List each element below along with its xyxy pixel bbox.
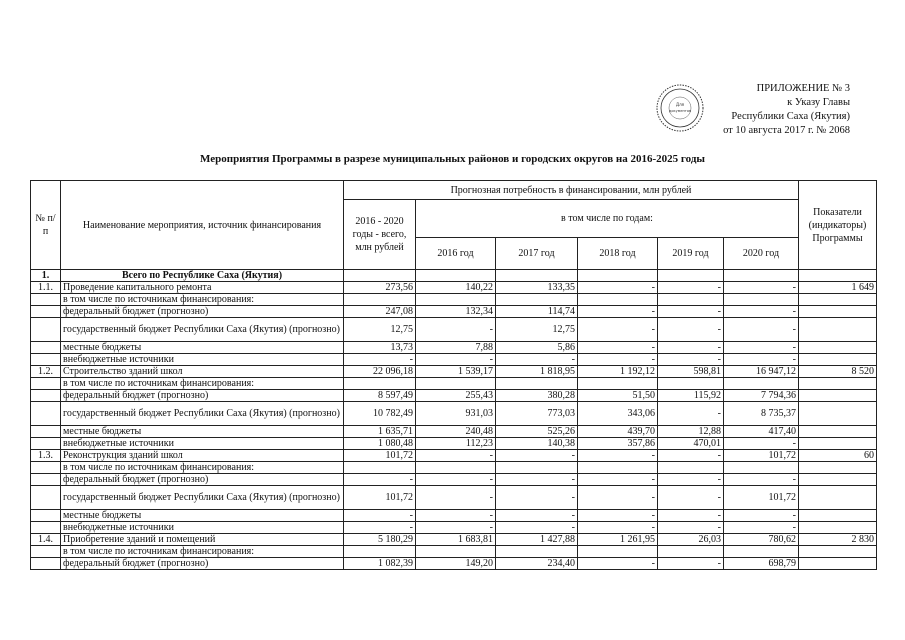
table-row <box>31 354 877 366</box>
indicator-value <box>799 294 877 306</box>
value-year: - <box>724 510 799 522</box>
row-name: Реконструкция зданий школ <box>61 450 344 462</box>
value-total: 101,72 <box>344 486 416 510</box>
value-year: 115,92 <box>658 390 724 402</box>
value-year: 417,40 <box>724 426 799 438</box>
row-name: в том числе по источникам финансирования: <box>61 378 344 390</box>
value-total: - <box>344 474 416 486</box>
row-name: государственный бюджет Республики Саха (Якутия) (прогнозно) <box>61 402 344 426</box>
value-total <box>344 294 416 306</box>
value-year: - <box>578 342 658 354</box>
row-number <box>31 318 61 342</box>
row-number <box>31 462 61 474</box>
value-year <box>416 294 496 306</box>
value-year: - <box>724 474 799 486</box>
indicator-value <box>799 522 877 534</box>
value-total: 1 082,39 <box>344 558 416 570</box>
row-number <box>31 546 61 558</box>
row-name: местные бюджеты <box>61 510 344 522</box>
indicator-value: 60 <box>799 450 877 462</box>
row-name: Приобретение зданий и помещений <box>61 534 344 546</box>
value-year: - <box>658 318 724 342</box>
indicator-value <box>799 354 877 366</box>
value-year: 598,81 <box>658 366 724 378</box>
value-year: 439,70 <box>578 426 658 438</box>
indicator-value <box>799 510 877 522</box>
row-number <box>31 306 61 318</box>
row-number <box>31 354 61 366</box>
value-year <box>724 546 799 558</box>
value-year: - <box>496 510 578 522</box>
row-number <box>31 486 61 510</box>
value-year: 101,72 <box>724 486 799 510</box>
header-name: Наименование мероприятия, источник финансирования <box>61 181 344 270</box>
table-row <box>31 390 877 402</box>
value-year: - <box>578 306 658 318</box>
row-name: внебюджетные источники <box>61 522 344 534</box>
value-year: - <box>658 354 724 366</box>
row-number: 1. <box>31 270 61 282</box>
value-year: 1 427,88 <box>496 534 578 546</box>
row-name: федеральный бюджет (прогнозно) <box>61 558 344 570</box>
value-year <box>658 546 724 558</box>
value-year: 773,03 <box>496 402 578 426</box>
table-row <box>31 402 877 426</box>
value-year: - <box>416 510 496 522</box>
table-row <box>31 366 877 378</box>
value-year: - <box>496 474 578 486</box>
value-year <box>496 378 578 390</box>
row-number <box>31 378 61 390</box>
row-name: Всего по Республике Саха (Якутия) <box>61 270 344 282</box>
indicator-value <box>799 462 877 474</box>
value-year <box>416 462 496 474</box>
value-year: - <box>416 354 496 366</box>
value-year: 132,34 <box>416 306 496 318</box>
value-year: - <box>496 522 578 534</box>
row-number <box>31 474 61 486</box>
value-year <box>658 462 724 474</box>
row-name: федеральный бюджет (прогнозно) <box>61 306 344 318</box>
page-title: Мероприятия Программы в разрезе муниципальных районов и городских округов на 2016-2025 годы <box>200 153 705 165</box>
value-year <box>724 270 799 282</box>
value-year: 112,23 <box>416 438 496 450</box>
value-year: - <box>658 558 724 570</box>
table-row <box>31 342 877 354</box>
value-year: 1 192,12 <box>578 366 658 378</box>
value-year <box>496 270 578 282</box>
row-number <box>31 342 61 354</box>
row-number: 1.2. <box>31 366 61 378</box>
table-row <box>31 546 877 558</box>
value-year: - <box>658 510 724 522</box>
value-year: 16 947,12 <box>724 366 799 378</box>
table-row <box>31 438 877 450</box>
value-year <box>416 546 496 558</box>
value-year <box>724 294 799 306</box>
header-num: № п/п <box>31 181 61 270</box>
value-year: 525,26 <box>496 426 578 438</box>
header-need: Прогнозная потребность в финансировании, млн рублей <box>344 181 799 200</box>
indicator-value <box>799 306 877 318</box>
header-by-years: в том числе по годам: <box>416 200 799 238</box>
value-year: - <box>658 522 724 534</box>
value-year: 149,20 <box>416 558 496 570</box>
indicator-value <box>799 558 877 570</box>
appendix-header <box>700 82 850 138</box>
value-year: 133,35 <box>496 282 578 294</box>
header-year: 2016 год <box>416 238 496 270</box>
value-year <box>496 546 578 558</box>
value-year: - <box>416 486 496 510</box>
value-total <box>344 546 416 558</box>
row-number <box>31 426 61 438</box>
value-total: 10 782,49 <box>344 402 416 426</box>
value-year <box>578 546 658 558</box>
value-year: - <box>724 282 799 294</box>
value-year: - <box>658 402 724 426</box>
indicator-value <box>799 402 877 426</box>
value-year: 7,88 <box>416 342 496 354</box>
value-year <box>578 462 658 474</box>
value-year: - <box>658 282 724 294</box>
value-total: 8 597,49 <box>344 390 416 402</box>
value-year: - <box>578 486 658 510</box>
value-total: 5 180,29 <box>344 534 416 546</box>
table-row <box>31 558 877 570</box>
indicator-value <box>799 486 877 510</box>
value-year: 114,74 <box>496 306 578 318</box>
value-year: 255,43 <box>416 390 496 402</box>
row-name: федеральный бюджет (прогнозно) <box>61 474 344 486</box>
table-row <box>31 426 877 438</box>
row-name: федеральный бюджет (прогнозно) <box>61 390 344 402</box>
indicator-value <box>799 474 877 486</box>
indicator-value: 2 830 <box>799 534 877 546</box>
row-number <box>31 510 61 522</box>
value-year: - <box>578 510 658 522</box>
value-year: 8 735,37 <box>724 402 799 426</box>
value-year: 470,01 <box>658 438 724 450</box>
appendix-line-3: Республики Саха (Якутия) <box>731 111 850 122</box>
svg-text:Для: Для <box>675 102 685 107</box>
appendix-title: ПРИЛОЖЕНИЕ № 3 <box>756 83 850 94</box>
row-name: в том числе по источникам финансирования: <box>61 294 344 306</box>
header-indicators: Показатели (индикаторы) Программы <box>799 181 877 270</box>
value-year: 5,86 <box>496 342 578 354</box>
table-row <box>31 522 877 534</box>
table-row <box>31 294 877 306</box>
table-row <box>31 270 877 282</box>
value-total: 247,08 <box>344 306 416 318</box>
indicator-value: 8 520 <box>799 366 877 378</box>
indicator-value <box>799 426 877 438</box>
value-year <box>578 378 658 390</box>
indicator-value <box>799 318 877 342</box>
value-year: 12,75 <box>496 318 578 342</box>
value-year: - <box>496 354 578 366</box>
table-row <box>31 450 877 462</box>
row-number: 1.1. <box>31 282 61 294</box>
indicator-value <box>799 390 877 402</box>
value-year <box>416 270 496 282</box>
value-year: 240,48 <box>416 426 496 438</box>
value-year: - <box>416 318 496 342</box>
row-name: государственный бюджет Республики Саха (Якутия) (прогнозно) <box>61 318 344 342</box>
value-year: 780,62 <box>724 534 799 546</box>
row-number <box>31 558 61 570</box>
value-year: 234,40 <box>496 558 578 570</box>
value-total: 12,75 <box>344 318 416 342</box>
row-number <box>31 390 61 402</box>
value-year: 1 539,17 <box>416 366 496 378</box>
value-year: 357,86 <box>578 438 658 450</box>
row-number <box>31 438 61 450</box>
row-name: в том числе по источникам финансирования: <box>61 546 344 558</box>
table-row <box>31 306 877 318</box>
value-year: 51,50 <box>578 390 658 402</box>
row-number <box>31 294 61 306</box>
value-year: - <box>578 450 658 462</box>
value-year <box>578 294 658 306</box>
program-table <box>30 180 877 570</box>
value-total <box>344 462 416 474</box>
value-year: 101,72 <box>724 450 799 462</box>
value-total: 101,72 <box>344 450 416 462</box>
row-number <box>31 522 61 534</box>
table-row <box>31 378 877 390</box>
table-row <box>31 474 877 486</box>
value-year: - <box>578 318 658 342</box>
row-name: внебюджетные источники <box>61 354 344 366</box>
value-year: - <box>416 450 496 462</box>
table-body <box>31 270 877 570</box>
value-year: - <box>724 522 799 534</box>
table-row <box>31 534 877 546</box>
appendix-line-4: от 10 августа 2017 г. № 2068 <box>723 125 850 136</box>
value-year: 1 261,95 <box>578 534 658 546</box>
value-total: 22 096,18 <box>344 366 416 378</box>
seal-stamp-icon <box>655 83 705 133</box>
value-year: - <box>724 438 799 450</box>
header-total: 2016 - 2020 годы - всего, млн рублей <box>344 200 416 270</box>
value-year <box>416 378 496 390</box>
value-year: 380,28 <box>496 390 578 402</box>
header-year: 2019 год <box>658 238 724 270</box>
value-year: 931,03 <box>416 402 496 426</box>
value-year <box>496 294 578 306</box>
value-year: - <box>578 474 658 486</box>
value-total: 1 635,71 <box>344 426 416 438</box>
value-total <box>344 378 416 390</box>
value-year <box>578 270 658 282</box>
table-row <box>31 462 877 474</box>
indicator-value <box>799 438 877 450</box>
value-total: 273,56 <box>344 282 416 294</box>
indicator-value <box>799 270 877 282</box>
value-year: 343,06 <box>578 402 658 426</box>
svg-text:документов: документов <box>668 109 692 113</box>
row-name: местные бюджеты <box>61 426 344 438</box>
row-name: местные бюджеты <box>61 342 344 354</box>
header-year: 2018 год <box>578 238 658 270</box>
value-year: - <box>416 474 496 486</box>
row-number: 1.3. <box>31 450 61 462</box>
value-total: - <box>344 522 416 534</box>
value-year: 12,88 <box>658 426 724 438</box>
row-name: государственный бюджет Республики Саха (Якутия) (прогнозно) <box>61 486 344 510</box>
table-row <box>31 282 877 294</box>
indicator-value: 1 649 <box>799 282 877 294</box>
indicator-value <box>799 342 877 354</box>
value-total: - <box>344 510 416 522</box>
header-year: 2020 год <box>724 238 799 270</box>
value-year: - <box>658 486 724 510</box>
row-name: в том числе по источникам финансирования: <box>61 462 344 474</box>
value-year <box>658 378 724 390</box>
value-total <box>344 270 416 282</box>
value-year: - <box>724 342 799 354</box>
value-year: - <box>496 450 578 462</box>
value-year: 1 818,95 <box>496 366 578 378</box>
value-year: - <box>578 354 658 366</box>
value-year: - <box>578 558 658 570</box>
row-name: Строительство зданий школ <box>61 366 344 378</box>
table-row <box>31 318 877 342</box>
value-year <box>658 294 724 306</box>
value-year: - <box>724 306 799 318</box>
header-year: 2017 год <box>496 238 578 270</box>
value-year: - <box>658 306 724 318</box>
value-year: - <box>658 342 724 354</box>
row-name: Проведение капитального ремонта <box>61 282 344 294</box>
table-row <box>31 486 877 510</box>
row-number <box>31 402 61 426</box>
value-total: - <box>344 354 416 366</box>
value-year: 140,38 <box>496 438 578 450</box>
value-year: - <box>658 474 724 486</box>
value-year: - <box>658 450 724 462</box>
value-year <box>724 462 799 474</box>
appendix-line-2: к Указу Главы <box>787 97 850 108</box>
value-year: - <box>724 354 799 366</box>
value-year <box>496 462 578 474</box>
indicator-value <box>799 378 877 390</box>
value-year: 26,03 <box>658 534 724 546</box>
value-year: 698,79 <box>724 558 799 570</box>
value-year <box>724 378 799 390</box>
value-year: - <box>578 522 658 534</box>
table-row <box>31 510 877 522</box>
indicator-value <box>799 546 877 558</box>
value-total: 13,73 <box>344 342 416 354</box>
value-year <box>658 270 724 282</box>
value-year: - <box>578 282 658 294</box>
value-year: 7 794,36 <box>724 390 799 402</box>
value-year: - <box>724 318 799 342</box>
value-year: 140,22 <box>416 282 496 294</box>
row-number: 1.4. <box>31 534 61 546</box>
value-year: - <box>416 522 496 534</box>
value-year: 1 683,81 <box>416 534 496 546</box>
value-total: 1 080,48 <box>344 438 416 450</box>
value-year: - <box>496 486 578 510</box>
row-name: внебюджетные источники <box>61 438 344 450</box>
